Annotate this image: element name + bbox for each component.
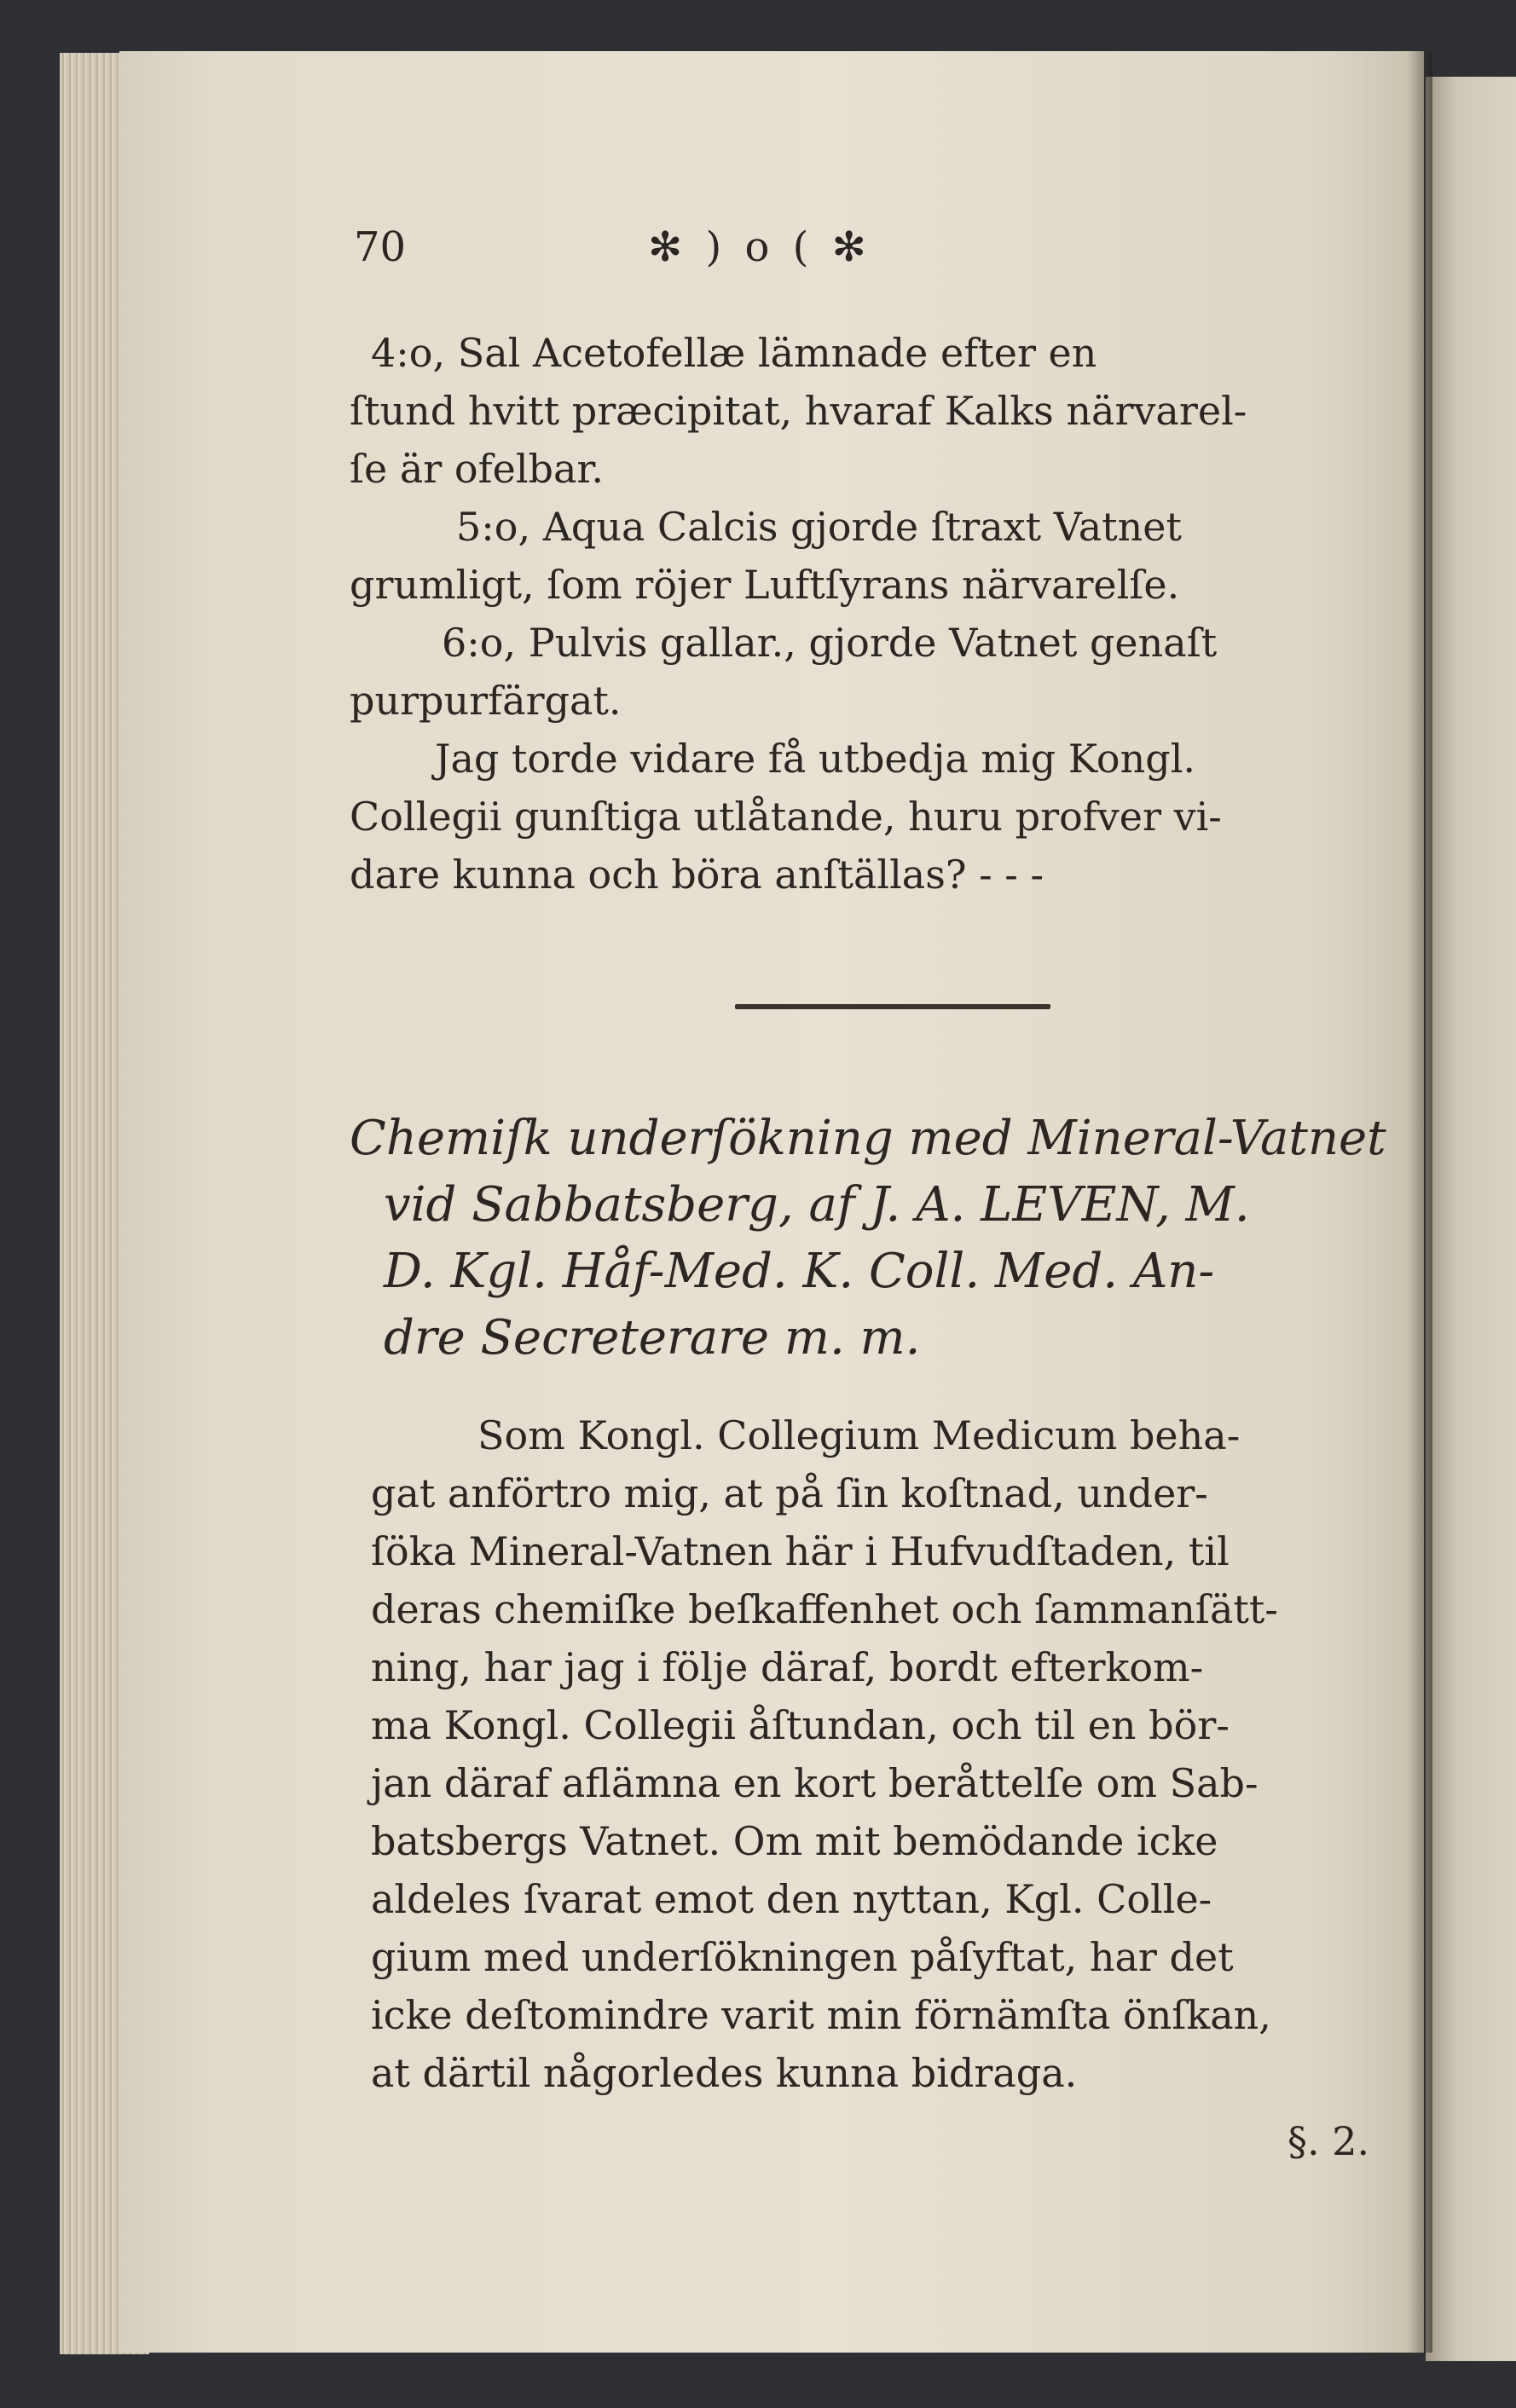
text-line: ning, har jag i följe däraf, bordt efterkom- xyxy=(371,1644,1204,1690)
text-line: aldeles ſvarat emot den nyttan, Kgl. Colle- xyxy=(371,1876,1212,1922)
header-ornament: ✻ ) o ( ✻ xyxy=(648,223,871,271)
facing-page-edge xyxy=(1426,77,1516,2361)
article-title-line: dre Secreterare m. m. xyxy=(384,1310,921,1366)
catchword: §. 2. xyxy=(1287,2118,1370,2164)
gutter-shadow xyxy=(1407,51,1432,2353)
text-line: Collegii gunſtiga utlåtande, huru profver vi- xyxy=(350,794,1222,840)
text-line: 5:o, Aqua Calcis gjorde ſtraxt Vatnet xyxy=(456,504,1182,550)
text-line: purpurfärgat. xyxy=(350,678,622,724)
text-line: ſöka Mineral-Vatnen här i Hufvudſtaden, til xyxy=(371,1528,1230,1574)
text-line: ma Kongl. Collegii åſtundan, och til en bör- xyxy=(371,1702,1230,1748)
text-line: jan däraf aflämna en kort beråttelſe om Sab- xyxy=(371,1760,1259,1806)
text-line: grumligt, ſom röjer Luftſyrans närvarelſe. xyxy=(350,562,1180,608)
text-line: dare kunna och böra anſtällas? - - - xyxy=(350,852,1044,898)
text-line: 6:o, Pulvis gallar., gjorde Vatnet genaſt xyxy=(442,620,1218,666)
text-line: gium med underſökningen påſyftat, har det xyxy=(371,1934,1234,1980)
article-title-line: Chemiſk underſökning med Mineral-Vatnet xyxy=(350,1111,1386,1166)
text-line: gat anförtro mig, at på ſin koſtnad, under- xyxy=(371,1470,1208,1516)
text-line: Som Kongl. Collegium Medicum beha- xyxy=(477,1412,1241,1458)
article-title-line: vid Sabbatsberg, af J. A. LEVEN, M. xyxy=(384,1177,1250,1233)
running-header xyxy=(354,223,1121,283)
text-line: icke deſtomindre varit min förnämſta önſkan, xyxy=(371,1992,1271,2038)
page-number: 70 xyxy=(354,223,407,271)
text-line: Jag torde vidare få utbedja mig Kongl. xyxy=(435,736,1196,782)
text-line: at därtil någorledes kunna bidraga. xyxy=(371,2050,1078,2096)
text-line: 4:o, Sal Acetofellæ lämnade efter en xyxy=(371,330,1097,376)
text-line: ſe är ofelbar. xyxy=(350,446,604,492)
section-divider-rule xyxy=(735,1004,1050,1009)
text-line: batsbergs Vatnet. Om mit bemödande icke xyxy=(371,1818,1218,1864)
article-title-line: D. Kgl. Håf-Med. K. Coll. Med. An- xyxy=(384,1244,1215,1299)
text-line: deras chemiſke beſkaffenhet och ſammanſätt- xyxy=(371,1586,1278,1632)
text-line: ſtund hvitt præcipitat, hvaraf Kalks närvarel- xyxy=(350,388,1247,434)
